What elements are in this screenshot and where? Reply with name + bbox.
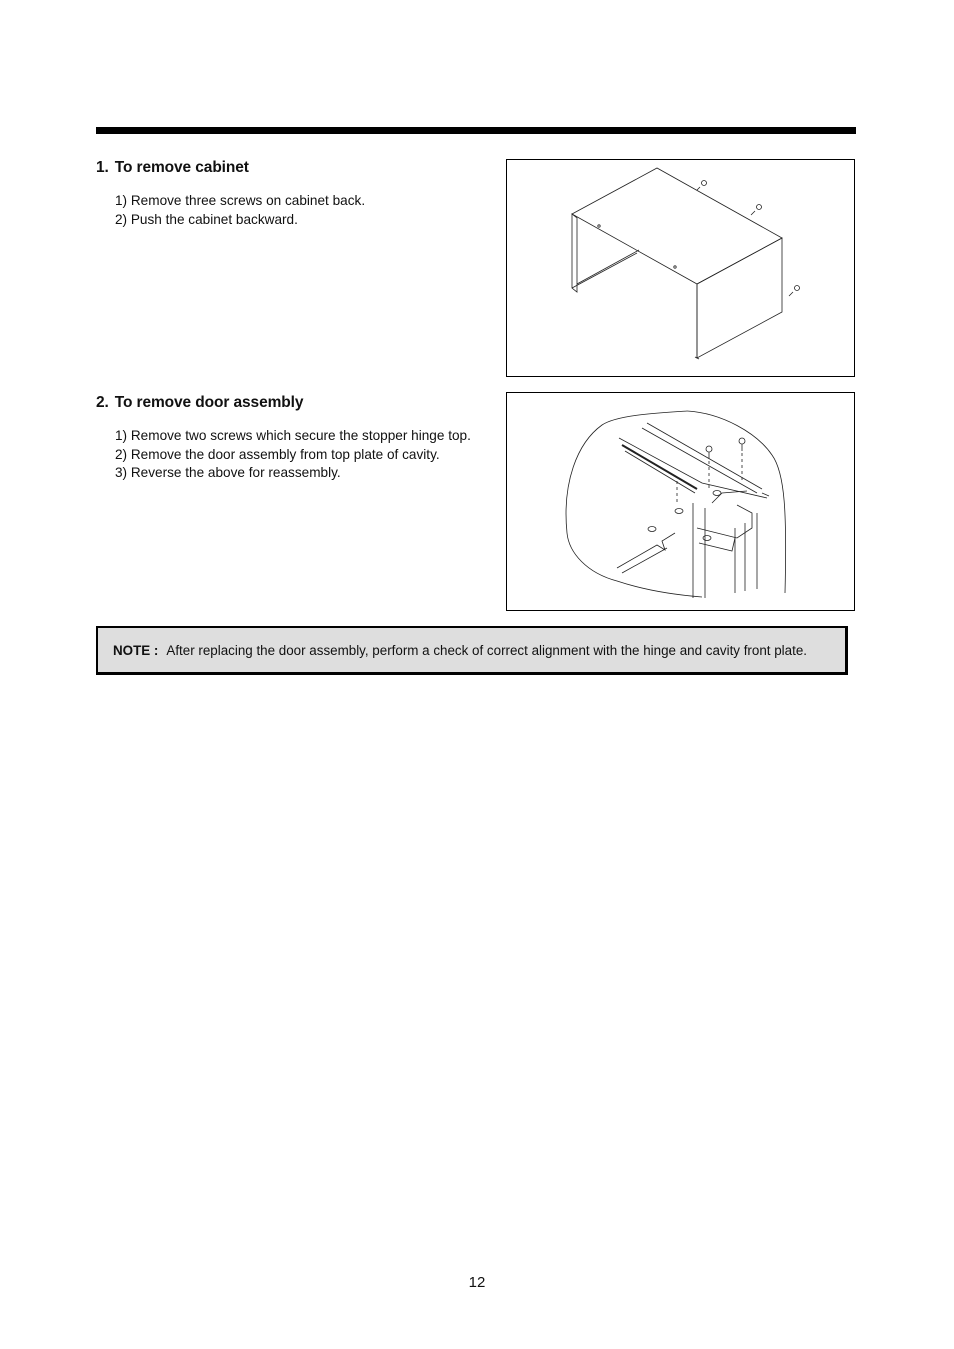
step-item: 1) Remove three screws on cabinet back. [115,193,366,208]
page-number: 12 [468,1274,486,1291]
note-box [96,626,848,675]
cabinet-drawing [507,160,854,376]
screw-icon [789,286,800,297]
screw-icon [697,181,707,191]
step-list [96,192,496,229]
section-number: 2. [96,394,109,411]
top-rule [96,127,856,134]
section-number: 1. [96,159,109,176]
screw-icon [751,205,762,216]
section-title [96,394,496,412]
step-item: 1) Remove two screws which secure the stopper hinge top. [115,428,471,443]
door-hinge-illustration [506,392,855,611]
step-item: 3) Reverse the above for reassembly. [115,465,341,480]
section-title [96,159,496,177]
note-text: After replacing the door assembly, perform a check of correct alignment with the hinge and cavity front plate. [166,642,807,658]
door-hinge-drawing [507,393,854,610]
cabinet-illustration [506,159,855,377]
step-item: 2) Push the cabinet backward. [115,211,298,227]
section-title-text: To remove door assembly [114,394,304,411]
section-remove-door-assembly [96,394,496,483]
section-remove-cabinet [96,159,496,229]
note-label: NOTE : [113,642,159,658]
step-list [96,427,496,483]
section-title-text: To remove cabinet [114,159,249,176]
step-item: 2) Remove the door assembly from top plate of cavity. [115,446,440,462]
